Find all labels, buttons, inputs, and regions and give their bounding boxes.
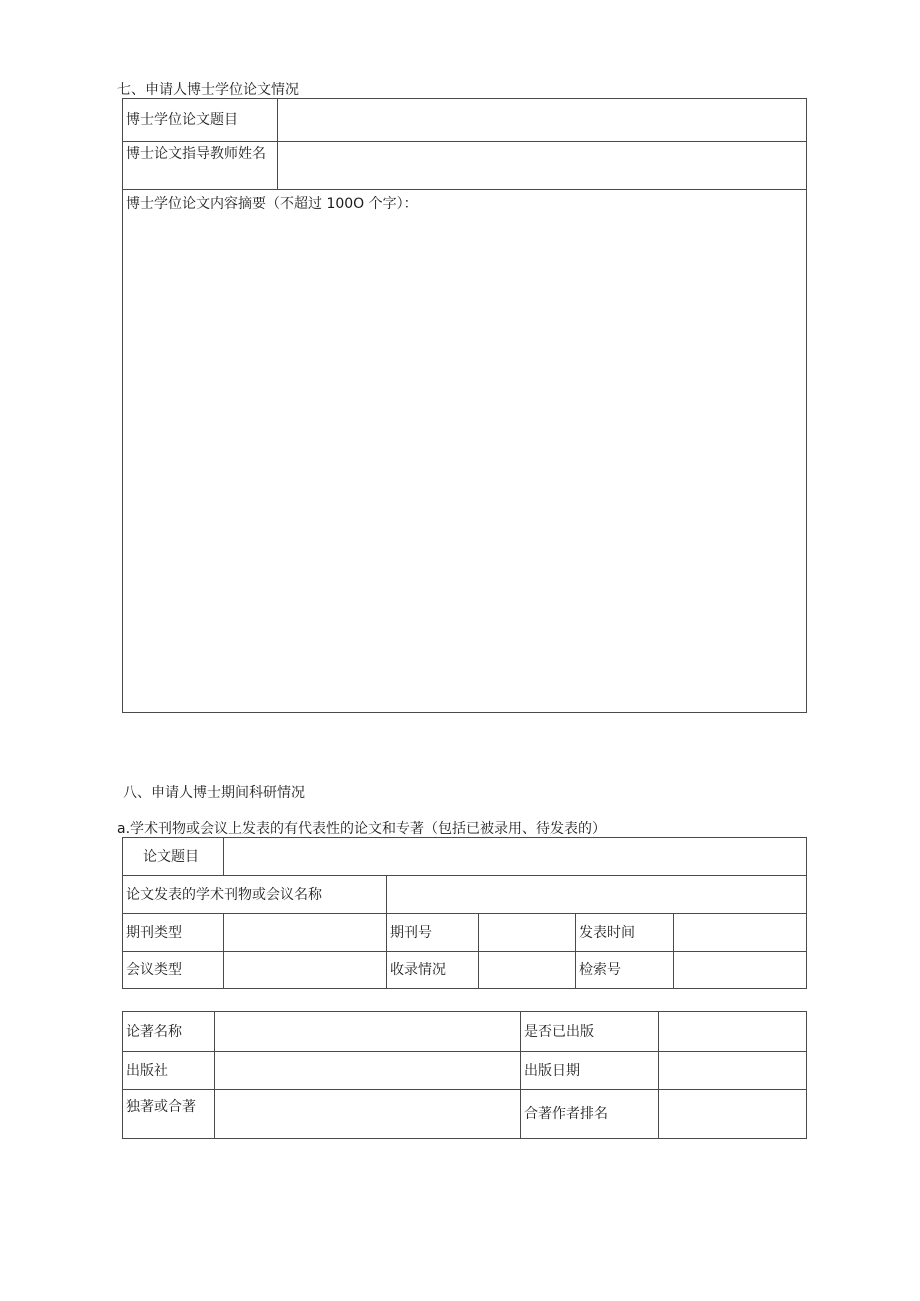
issue-label: 期刊号 xyxy=(387,914,479,952)
pub-time-field[interactable] xyxy=(674,914,806,952)
pub-time-label: 发表时间 xyxy=(576,914,674,952)
conf-type-label: 会议类型 xyxy=(123,952,224,988)
index-no-label: 检索号 xyxy=(576,952,674,988)
book-table xyxy=(122,1011,807,1139)
index-no-field[interactable] xyxy=(674,952,806,988)
conf-type-field[interactable] xyxy=(224,952,387,988)
book-title-field[interactable] xyxy=(215,1012,521,1052)
paper-table xyxy=(122,837,807,989)
abstract-field[interactable] xyxy=(126,217,801,709)
indexing-label: 收录情况 xyxy=(387,952,479,988)
authorship-label: 独著或合著 xyxy=(123,1090,215,1138)
journal-type-field[interactable] xyxy=(224,914,387,952)
advisor-field[interactable] xyxy=(278,142,806,190)
thesis-title-label: 博士学位论文题目 xyxy=(123,99,278,142)
section-8a-subheading: a.学术刊物或会议上发表的有代表性的论文和专著（包括已被录用、待发表的） xyxy=(117,821,607,837)
pub-date-label: 出版日期 xyxy=(521,1052,659,1090)
publisher-label: 出版社 xyxy=(123,1052,215,1090)
journal-type-label: 期刊类型 xyxy=(123,914,224,952)
section-7-heading: 七、申请人博士学位论文情况 xyxy=(117,82,299,98)
thesis-title-field[interactable] xyxy=(278,99,806,142)
paper-title-field[interactable] xyxy=(224,838,806,876)
publisher-field[interactable] xyxy=(215,1052,521,1090)
coauthor-rank-label: 合著作者排名 xyxy=(521,1090,659,1138)
thesis-table xyxy=(122,98,807,713)
coauthor-rank-field[interactable] xyxy=(659,1090,806,1138)
indexing-field[interactable] xyxy=(479,952,576,988)
advisor-label: 博士论文指导教师姓名 xyxy=(123,142,278,190)
venue-field[interactable] xyxy=(387,876,806,914)
authorship-field[interactable] xyxy=(215,1090,521,1138)
section-8-heading: 八、申请人博士期间科研情况 xyxy=(123,785,305,801)
abstract-label: 博士学位论文内容摘要（不超过 100O 个字）： xyxy=(126,196,418,212)
issue-field[interactable] xyxy=(479,914,576,952)
pub-date-field[interactable] xyxy=(659,1052,806,1090)
paper-title-label: 论文题目 xyxy=(123,838,224,876)
book-title-label: 论著名称 xyxy=(123,1012,215,1052)
published-field[interactable] xyxy=(659,1012,806,1052)
published-label: 是否已出版 xyxy=(521,1012,659,1052)
venue-label: 论文发表的学术刊物或会议名称 xyxy=(123,876,387,914)
